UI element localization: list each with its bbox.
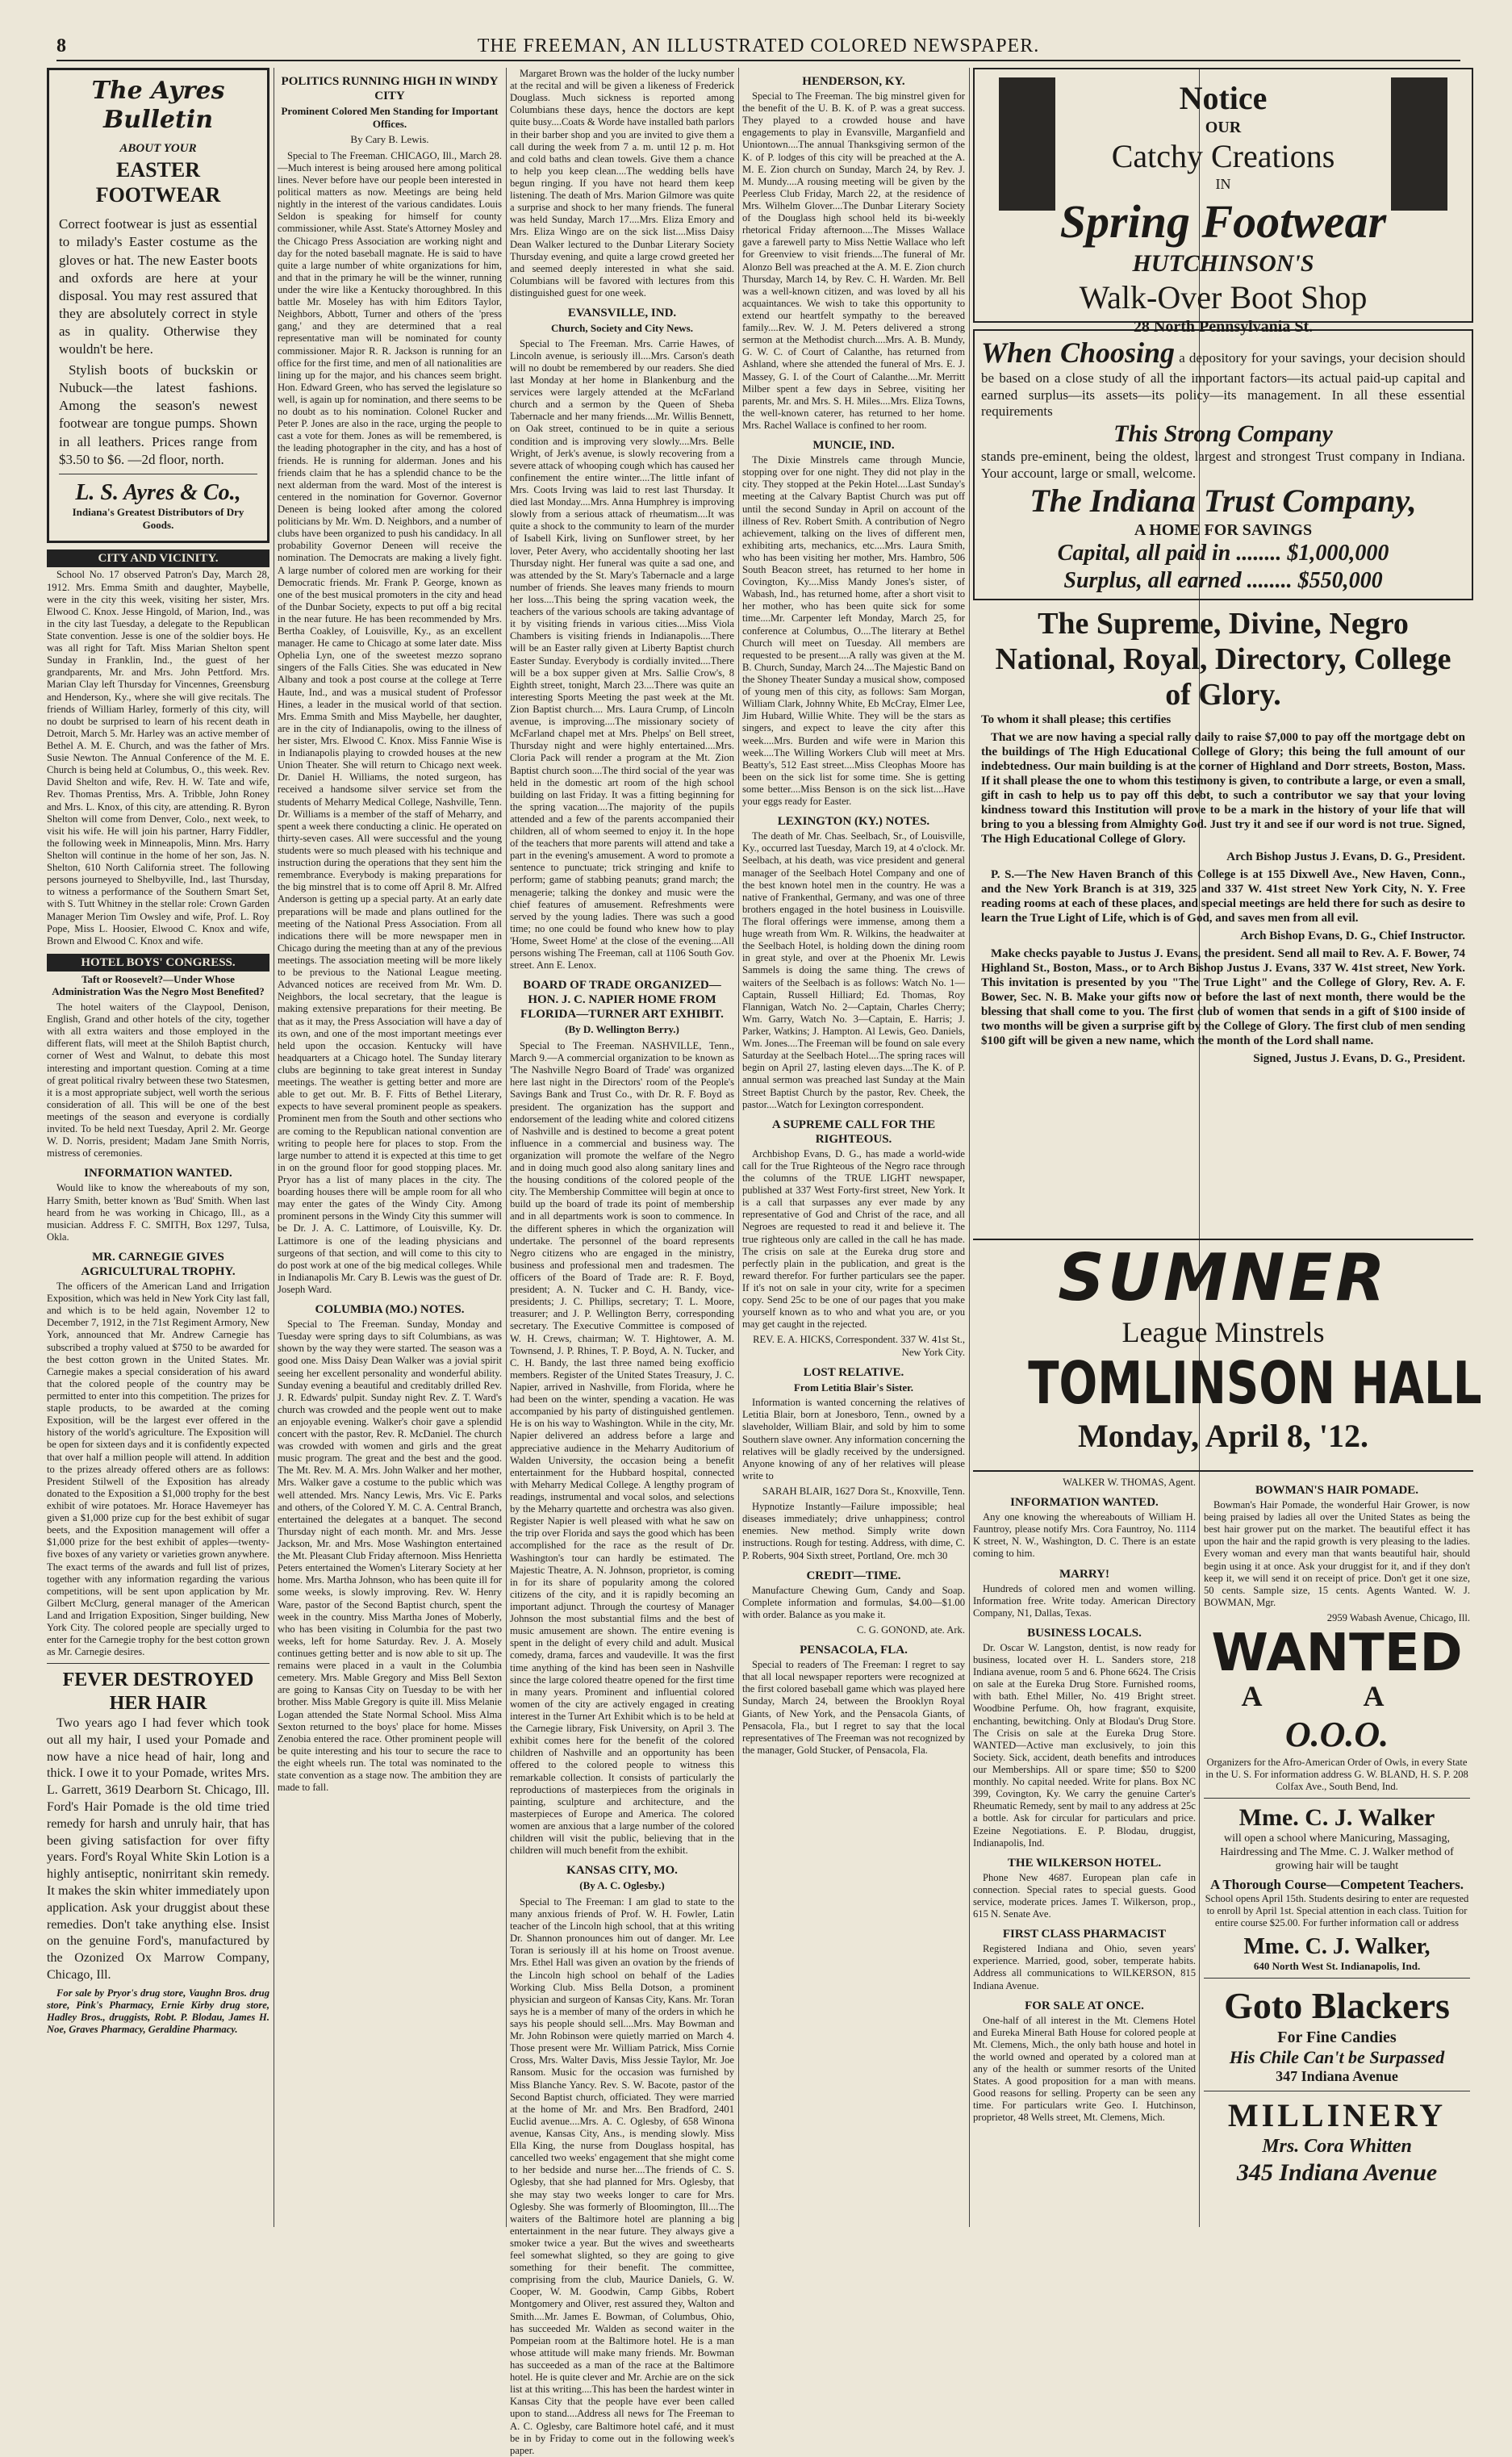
column-rule: [738, 68, 739, 2227]
trust-heading: When Choosing: [981, 336, 1176, 369]
trust-text: a depository for your savings, your decision should be based on a close study of all the important factors—its actual paid-up capital and earned surplus—its assets—its policy—its management. In all these essential requirements: [981, 350, 1466, 419]
ayres-firm: L. S. Ayres & Co.,: [75, 479, 241, 505]
info2-heading: INFORMATION WANTED.: [1010, 1496, 1159, 1510]
fever-sale: For sale by Pryor's drug store, Vaughn Bros. drug store, Pink's Pharmacy, Ernie Kirby drug store, Hadley Bros., druggists, Robt. P. Blodau, James H. Noe, Graves Pharmacy, Geraldine Pharmacy.: [47, 1987, 269, 2036]
wilkerson-text: Phone New 4687. European plan cafe in connection. Special rates to special guests. Good service, moderate prices. James T. Wilkerson, prop., 615 N. Senate Ave.: [973, 1871, 1196, 1920]
blackers-heading: Goto Blackers: [1224, 1984, 1450, 2026]
info1-heading: INFORMATION WANTED.: [84, 1167, 232, 1180]
indiana-trust-advertisement: When Choosing a depository for your savings, your decision should be based on a close study of all the important factors—its actual paid-up capital and earned surplus—its assets—its policy—its management. In all these essential requirements This Strong Company stands pre-eminent, being the oldest, largest and strongest Trust company in Indiana. Your account, large or small, welcome. The Indiana Trust Company, A HOME FOR SAVINGS Capital, all paid in ........ $1,000,000 Surplus, all earned ........ $550,000: [973, 329, 1473, 600]
hotel-heading: HOTEL BOYS' CONGRESS.: [47, 954, 269, 972]
wanted-letters: A A: [1241, 1680, 1433, 1713]
fever-text: Two years ago I had fever which took out all my hair, I used your Pomade and now have a nice head of hair, long and thick. I owe it to your Pomade, writes Mrs. L. Garrett, 3619 Dearborn St. Chicago, Ill. Ford's Hair Pomade is the old time tried remedy for harsh and unruly hair, that has been giving satisfaction for over fifty years. Ford's Royal White Skin Lotion is a highly antiseptic, nonirritant skin remedy. It makes the skin whiter immediately upon application. Ask your druggist about these remedies. Don't take anything else. Insist on the genuine Ford's, manufactured by the Ozonized Ox Marrow Company, Chicago, Ill.: [47, 1716, 269, 1982]
sumner-league: League Minstrels: [1121, 1316, 1325, 1348]
wanted-ooo: O.O.O.: [1284, 1715, 1389, 1755]
sumner-minstrels-advertisement: [973, 1239, 1482, 1472]
business-heading: BUSINESS LOCALS.: [1027, 1626, 1142, 1640]
margaret-text: Margaret Brown was the holder of the lucky number at the recital and will be given a likeness of Frederick Douglass. Much sickness is reported among Columbians these days, hence the doctors are kept quite busy....Coats & Worde have installed bath parlors in their barber shop and you are invited to give them a call during the week from 7 a. m. until 12 p. m. Hot and cold baths and clean towels. Give them a chance to help you keep clean....The wedding bells have begun ringing. If you have not heard them keep listening. The death of Mrs. Marion Gilmore was quite a surprise and shock to her many friends. The funeral was held Sunday, March 17....Mrs. Eliza Emory and Mrs. Eliza Wingo are on the sick list....Miss Daisy Dean Walker lectured to the Dunbar Literary Society Thursday evening, and quite a large crowd greeted her and seemed deeply interested in what she said. Columbians will be favored with lectures from this distinguished guest for one week.: [510, 68, 734, 299]
notice-heading: Notice: [1179, 80, 1268, 116]
evansville-text: Special to The Freeman. Mrs. Carrie Hawes, of Lincoln avenue, is seriously ill....Mrs. Carson's death will no doubt be remembered by our readers. She died last Monday at her home in Blankenburg and the services were largely attended at the McFarland church and a sermon by the Queen of Sheba Tabernacle and her many friends....Mr. Willis Bennett, on Oak street, continued to be in quite a serious condition and is improving very slowly....Mrs. Belle Wright, of Jerk's avenue, is slowly recovering from a severe attack of whooping cough which has caused her confinement the entire winter....The little infant of Mrs. Coots Irving was laid to rest last Thursday. It died last Monday....Mrs. Anna Humphrey is improving slowly from a serious attack of rheumatism....It was quite a shock to the community to learn of the murder of Isabell Kirk, living on Sunflower street, by her lover, Peter Avery, who accidentally shooting her last Thursday night. Her funeral was quite a sad one, and was attended by the St. Mary's Tabernacle and a large number of friends. She leaves many friends to mourn her loss....This being the spring vacation week, the teachers of the various schools are taking advantage of it by visiting friends in various cities....Miss Viola Chambers is visiting friends in Indianapolis....There will be an Easter rally given at Liberty Baptist church Easter Sunday. Everybody is cordially invited....There will be a box supper given at Mrs. Sallie Crow's, 8 Eighth street, tonight, March 23....There was quite an interesting Sports Meeting the past week at the Mt. Zion Baptist church.... Mrs. Laura Crump, of Lincoln avenue, is improving....The missionary society of McFarland chapel met at Mrs. Phelps' on Bell street, Thursday night and were highly entertained....Mrs. Cloria Pack will render a program at the Mt. Zion Baptist church soon....The third social of the year was held in the domestic art room of the high school building on last Friday. It was a fitting beginning for the spring vacation....The majority of the pupils attended and a few of the parents accompanied their children, all of whom seemed to enjoy it. In the hope of the teachers that more parents will attend and take a part in the evening's amusement. A word to promote a sentence to punctuate; trick stringing and knife to perform; game of stabbing peanuts; grand march; the menagerie; talking the donkey and music were the chief features of amusement. Refreshments were served by the young ladies. There was such a good time; no one could be found who knew how to play 'Home, Sweet Home' at the close of the evening....All persons wishing The Freeman, call at 1106 South Gov. street. Ann E. Lenox.: [510, 337, 734, 972]
ayres-logo: The Ayres Bulletin: [91, 77, 225, 134]
sumner-date: Monday, April 8, '12.: [1077, 1418, 1369, 1454]
column-6-lower: [1204, 1477, 1470, 2227]
ayres-advertisement: [47, 68, 269, 543]
board-text: Special to The Freeman. NASHVILLE, Tenn., March 9.—A commercial organization to be known as 'The Nashville Negro Board of Trade' was organized here last night in the Directors' room of the People's Savings Bank and Trust Co., with Dr. R. F. Boyd as president. The organization has the support and endorsement of the leading white and colored citizens of Nashville and is destined to become a great potent influence in a commercial and business way. The organization will promote the welfare of the Negro and in doing much good also along sanitary lines and the housing conditions of the colored people of the city. The Membership Committee will begin at once to build up the board of trade its point of membership and in all departments work is soon to commence. In the different spheres in which the organization will undertake. The personnel of the board represents Negro citizens who are engaged in the ministry, business and professional men and tradesmen. The officers of the Board of Trade are: R. F. Boyd, president; A. N. Tucker and C. H. Bandy, vice-presidents; J. C. Phillips, secretary; T. L. Moore, treasurer; and J. P. Wellington Berry, corresponding secretary. The Executive Committee is composed of W. H. Crews, chairman; W. T. Hightower, A. M. Townsend, J. P. Rhines, T. P. Boyd, A. N. Tucker, and C. H. Bandy, the last three named being exofficio members. Register of the United States Treasury, J. C. Napier, arrived in Nashville, from Florida, where he had been on the winter, spending a vacation. He was accompanied by his party of distinguished gentlemen. He is on his way to Washington. While in the city, Mr. Napier delivered an address before a large and appreciative audience in the Meharry Auditorium of Walden University, the occasion being a benefit entertainment for the Hubbard hospital, connected with Meharry Medical College. A lengthy program of readings, instrumental and vocal solos, and selections by the Meharry quartette and orchestra was also given. Register Napier is well pleased with what he saw on the trip over Florida and says the good which has been accomplished for the race as the result of Dr. Washington's tour can hardly be estimated. The Majestic Theatre, A. N. Johnson, proprietor, is coming in for its share of popularity among the colored citizens of the city, and it is rapidly becoming an important adjunct. Through the courtesy of Manager Johnson the most substantial films and the best of music amusement are shown. The entire evening is spent in the delight of every child and adult. Musical comedy, drama, farces and vaudeville. It was the first time anything of the kind has been seen in Nashville since the large colored theatre opened for the first time in many years. Prominent and influential colored women of the city are actively engaged in creating interest in the Turner Art Exhibit which is to be held at the Carnegie library, Fisk University, on April 3. The exhibit comes here for the benefit of the colored children of Nashville and an opportunity has been offered to the colored people to witness this remarkable collection. It consists of particularly the reproductions of masterpieces from the originals in painting, sculpture and architecture, and the masterpieces of Europe and America. The colored women are anxious that a large number of the colored children will visit the public, believing that in the children will much benefit from the exhibit.: [510, 1039, 734, 1857]
glory-text: That we are now having a special rally daily to raise $7,000 to pay off the mortgage debt on the buildings of The High Educational College of Glory; this being the full amount of our indebtedness. Our main building is at the corner of Highland and Dorr streets, Boston, Mass. If it shall please the one to whom this testimony is given, to contribute a large, or even a small, gift in cash to help us to pay off this debt, to such a contributor we say that your loving kindness toward this Institution will prove to be a mark in the history of your life that will bring to you a blessing from Almighty God. Just try it and see if our word is not true. Signed, The High Educational College of Glory.: [981, 731, 1465, 846]
info2-text: Any one knowing the whereabouts of William H. Fauntroy, please notify Mrs. Cora Fauntroy, No. 1114 K street, N. W., Washington, D. C. There is an estate coming to him.: [973, 1511, 1196, 1560]
notice-spring: Spring Footwear: [1059, 194, 1387, 248]
muncie-text: The Dixie Minstrels came through Muncie, stopping over for one night. They did not play in the city. They stopped at the Pekin Hotel....Last Sunday's meeting at the Calvary Baptist Church was put off until the second Sunday in April on account of the illness of Rev. Robert Smith. A contribution of Negro achievement, talking on the lives of different men, exhibiting arts, mechanics, etc....Mrs. Laura Smith, who has been visiting her mother, Mrs. Hambro, 506 South Beacon street, has returned to her home in Covington, Ky....Miss Mandy Jones's sister, of Wabash, Ind., has returned home, after a short visit to her mother, who has been quite sick for some time....Mr. Carpenter left Monday, March 25, for conference at Columbus, O....The literary at Bethel Church will meet on Tuesday. All members are requested to be present....A rally was given at the M. B. Church, Sunday, March 24....The Majestic Band on the Shoney Theater Sunday a musical show, composed of young men of this city, as follows: Sam Morgan, William Clark, Johnny White, Eb McCray, Elmer Lee, Jim Hubard, Willie White. They will be the stars as singers, and expect to leave the city after this week....Mrs. Burden and wife were in Marion this week....The Willing Workers Club will meet at Mrs. Beatty's, 512 East street....Miss Cleophas Moore has been on the sick list for some time. She is getting some better....Miss Benson is on the sick list....Have your eggs ready for Easter.: [742, 454, 965, 808]
glory-salute: To whom it shall please; this certifies: [981, 713, 1172, 727]
kansas-byline: (By A. C. Oglesby.): [579, 1879, 665, 1892]
bowman-address: 2959 Wabash Avenue, Chicago, Ill.: [1326, 1611, 1470, 1623]
city-heading: CITY AND VICINITY.: [47, 549, 269, 567]
evansville-heading: EVANSVILLE, IND.: [567, 307, 677, 320]
notice-address: 28 North Pennsylvania St.: [1133, 318, 1314, 336]
woman-figure-illustration: [999, 77, 1055, 211]
pharmacist-text: Registered Indiana and Ohio, seven years' experience. Married, good, sober, temperate habits. Address all communications to WILKERSON, 815 Indiana Avenue.: [973, 1943, 1196, 1991]
masthead: [56, 32, 1460, 61]
walker-address: 640 North West St. Indianapolis, Ind.: [1253, 1960, 1421, 1973]
carnegie-heading: MR. CARNEGIE GIVES AGRICULTURAL TROPHY.: [81, 1251, 236, 1279]
sumner-hall: TOMLINSON HALL: [1028, 1349, 1482, 1417]
walker-text-2: School opens April 15th. Students desiring to enter are requested to enroll by April 1st. Special attention in each class. Tuition for entire course $25.00. For further information call or address: [1205, 1893, 1469, 1929]
trust-capital-label: Capital, all paid in: [1057, 541, 1231, 566]
millinery-name: Mrs. Cora Whitten: [1262, 2135, 1412, 2157]
trust-name: The Indiana Trust Company,: [1030, 483, 1417, 520]
pensacola-continued-sig: WALKER W. THOMAS, Agent.: [1063, 1477, 1196, 1488]
woman-figure-illustration: [1391, 77, 1447, 211]
wilkerson-heading: THE WILKERSON HOTEL.: [1007, 1856, 1162, 1870]
columbia-heading: COLUMBIA (MO.) NOTES.: [315, 1303, 465, 1317]
lost-text: Information is wanted concerning the relatives of Letitia Blair, born at Jonesboro, Tenn., owned by a slaveholder, William Blair, and sold by him to some Southern slave owner. Any information concerning the relatives will be gladly received by the undersigned. Anyone knowing of any of her relatives will please write to: [742, 1397, 965, 1481]
marry-heading: MARRY!: [1059, 1567, 1109, 1581]
walker-heading: Mme. C. J. Walker: [1238, 1804, 1435, 1832]
politics-byline: By Cary B. Lewis.: [350, 133, 429, 146]
walker-text: will open a school where Manicuring, Massaging, Hairdressing and The Mme. C. J. Walker method of growing hair will be taught: [1220, 1832, 1454, 1872]
notice-catchy: Catchy Creations: [1111, 138, 1335, 174]
column-2: [278, 68, 502, 2227]
column-1: [47, 68, 269, 2227]
lexington-text: The death of Mr. Chas. Seelbach, Sr., of Louisville, Ky., occurred last Tuesday, March 19, at 4 o'clock. Mr. Seelbach, at his death, was vice president and general manager of the Seelbach Hotel Company and one of the best known hotel men in the country. He was a native of Frankenthal, Germany, and was one of three brothers engaged in the hotel business in Louisville. The floral offerings were immense, among them a huge wreath from Wm. R. Wilkins, the headwaiter at the Seelbach Hotel, is holding down the dining room in great style, and over at the Phoenix Mr. Lewis Sammels is doing the same thing. The crews of waiters of the Seelbach is as follows: Watch No. 1—Captain, Russell Hilliard; Ed. Thomas, Roy Flannigan, Watch No. 2—Captain, Charles Cherry; Wm. Garry, Watch No. 3—Captain, E. Harris; J. Parker, Watkins; J. Hampton. Al Lewis, Geo. Daniels, Wm. Jones....The Freeman will be found on sale every Saturday at the Seelbach Hotel....The spring races will begin on April 27, lasting eleven days....The K. of P. annual sermon was preached last Sunday at the Main Street Baptist Church by the pastor, Rev. Cheek, the pastor....Watch for Lexington correspondent.: [742, 830, 965, 1110]
page-number: 8: [56, 36, 66, 56]
glory-signature-2: Arch Bishop Evans, D. G., Chief Instructor.: [1240, 930, 1465, 943]
ayres-subhead: ABOUT YOUR: [119, 142, 197, 155]
henderson-heading: HENDERSON, KY.: [802, 75, 905, 88]
notice-our: OUR: [1205, 119, 1242, 136]
info1-text: Would like to know the whereabouts of my son, Harry Smith, better known as 'Bud' Smith. When last heard from he was working in Chicago, Ill., as a musician. Address F. C. SMITH, Box 1297, Tulsa, Okla.: [47, 1182, 269, 1243]
pharmacist-heading: FIRST CLASS PHARMACIST: [1002, 1928, 1167, 1941]
ayres-headline: EASTER FOOTWEAR: [95, 158, 221, 207]
forsale-text: One-half of all interest in the Mt. Clemens Hotel and Eureka Mineral Bath House for colored people at Mt. Clemens, Mich., the only bath house and hotel in the world owned and operated by a colored man at any of the health or summer resorts of the United States. A good proposition for a man with means. Good reasons for selling. Property can be seen any time. For particulars write Geo. I. Hutchinson, proprietor, 48 Wells street, Mt. Clemens, Mich.: [973, 2014, 1196, 2124]
forsale-heading: FOR SALE AT ONCE.: [1025, 1999, 1144, 2012]
henderson-text: Special to The Freeman. The big minstrel given for the benefit of the U. B. K. of P. was a great success. They played to a crowded house and have engagements to play in Evansville, Marganfield and Uniontown....The annual Thanksgiving sermon of the K. of P. lodges of this city will be preached at the A. M. E. Zion church on Sunday, March 24, by Rev. J. M. Mundy....A rousing meeting will be given by the Peerless Club Friday, March 22, at the residence of Mrs. Wilhelm Glover....The Dunbar Literary Society of the Douglass high school held its bi-weekly rhetorical Friday afternoon....The Misses Wallace gave a farewell party to Miss Nettie Wallace who left for Greenview to visit friends....The funeral of Mr. Alonzo Bell was preached at the A. M. E. Zion church Thursday, March 14, by Rev. C. H. Warden. Mr. Bell was a well-known citizen, and was loved by all his acquaintances. We wish to take this opportunity to extend our heartfelt sympathy to the bereaved family....Rev. W. J. M. Peters delivered a strong sermon at the Methodist church....Mrs. A. B. Mundy, G. W. C. of Court of Calanthe, has returned from Ashland, where she attended the funeral of Mrs. E. J. Massey, G. I. of the Court of Calanthe....Mr. Merritt Milber spent a few days in Sebree, visiting her parents, Mr. and Mrs. S. H. Miles....Mrs. Eliza Towns, the well-known caterer, has returned to her home. Mrs. Rachel Wallace is confined to her room.: [742, 90, 965, 431]
column-5-lower: [973, 1477, 1196, 2227]
trust-savings: A HOME FOR SAVINGS: [1134, 521, 1313, 540]
glory-heading: The Supreme, Divine, Negro National, Royal, Directory, College of Glory.: [995, 607, 1451, 712]
muncie-heading: MUNCIE, IND.: [812, 439, 895, 453]
glory-text-2: Make checks payable to Justus J. Evans, the president. Send all mail to Rev. A. F. Bower, 74 Highland St., Boston, Mass., or to Arch Bishop Justus J. Evans, 337 W. 41st street, New York. This invitation is presented by you "The True Light" and the College of Glory, Rev. A. F. Bower, Sec. N. B. Make your gifts now or before the last of next month, there would be the blessing that shall come to you. The first club of women that sends in a gift of $100 inside of two months will be given a surprise gift by the College of Glory. The first club of men sending $100 gift will be given a new name, which the month of the Lord shall name.: [981, 947, 1465, 1048]
glory-signature-3: Signed, Justus J. Evans, D. G., President.: [1253, 1052, 1465, 1066]
trust-text-2: stands pre-eminent, being the oldest, largest and strongest Trust company in Indiana. Your account, large or small, welcome.: [981, 449, 1465, 481]
trust-capital: $1,000,000: [1287, 541, 1389, 566]
kansas-heading: KANSAS CITY, MO.: [566, 1864, 678, 1878]
walker-course: A Thorough Course—Competent Teachers.: [1210, 1876, 1464, 1892]
glory-signature-1: Arch Bishop Justus J. Evans, D. G., President.: [1226, 850, 1465, 864]
column-rule: [969, 68, 970, 2227]
supreme-call-text: Archbishop Evans, D. G., has made a world-wide call for the True Righteous of the Negro race through the columns of the TRUE LIGHT newspaper, published at 337 West Forty-first street, New York. It is a call that surpasses any ever made by any representative of God and Christ of the race, and all Negroes are requested to read it and believe it. The true righteous only are called in the call he has made. The crisis on sale at the Eureka drug store and perfectly plain in the publication, and great is the reward therefor. For further particulars see the paper. If it's not on sale in your city, write for a specimen copy. Send 25c to be one of our pages that you make yourself known as to who and what you are, or you may get caught in the rejected.: [742, 1147, 965, 1331]
blackers-sub: For Fine Candies: [1277, 2028, 1397, 2046]
column-rule: [506, 68, 507, 2227]
supreme-call-signature: REV. E. A. HICKS, Correspondent. 337 W. 41st St., New York City.: [753, 1334, 965, 1358]
ayres-paragraph-2: Stylish boots of buckskin or Nubuck—the latest fashions. Among the season's newest footwear are tongue pumps. Shown in all leathers. Prices range from $3.50 to $6. —2d floor, north.: [59, 362, 257, 467]
carnegie-text: The officers of the American Land and Irrigation Exposition, which was held in New York City last fall, and which is to be held again, November 12 to December 7, 1912, in the 71st Regiment Armory, New York, announced that Mr. Andrew Carnegie has subscribed a trophy valued at $750 to be awarded for the best cotton grown in the United States. Mr. Carnegie makes a special consideration of his award that the colored people of the country may be permitted to enter into this competition. The prizes for staple products, to be awarded at the coming Exposition, will be the largest ever offered in the history of the world's agriculture. The Exposition will be open for sixteen days and it is confidently expected that over half a million people will attend. In addition to the prizes already offered others are as follows: President Stilwell of the Exposition has already donated to the Exposition a $1,000 trophy for the best exhibit of wire potatoes. Mr. Horace Havemeyer has given a $1,000 prize cup for the best exhibit of sugar beets, and the Exposition management will offer a $1,000 prize for the best exhibit of apples—twenty-five boxes of any variety or varieties grown anywhere. The exact terms of the awards and full list of prizes, together with any information regarding the various competitions, will be sent upon application by Mr. Gilbert McClurg, general manager of the American Land and Irrigation Exposition, Singer building, New York City. The colored people are specially urged to enter for the Carnegie trophy for the best cotton grown as Mr. Carnegie desires.: [47, 1281, 269, 1658]
politics-text: Special to The Freeman. CHICAGO, Ill., March 28.—Much interest is being aroused here among political lines. Never before have our people been interested in political matters as now. Meetings are being held nightly in the interest of the various candidates. Louis Seldon is speaking for himself for county commissioner, while Asst. State's Attorney Mosley and the Chicago Press Association are working night and day for the noted baseball magnate. He is said to have quite a large number of white organizations for him, and that in the primary he will be the winner, running under the wire like a Kentucky thoroughbred. In this battle Mr. Moseley has with him Editors Taylor, Neighbors, Abbott, Turner and others of the 'press gang,' and they are determined that a real representative man will be nominated for county commissioner. Major R. R. Jackson is running for an office for the first time, and men of all nationalities are lining up for the major, and his chances seem bright. Hon. Edward Green, who has served the legislature so well, is again up for nomination, and there seems to be no doubt as to his nomination. Colonel Rucker and Peter P. Jones are also in the race, urging the people to cast a vote for them. Jones as will be remembered, is the leading photographer in the city, and has a host of friends. He is running for alderman. Jones and his friends claim that he has a splendid chance to be the next alderman from the ward. Most of the interest is centered in the nomination for Governor. Governor Deneen is being looked after among the colored politicians by Mr. Wm. D. Neighbors, and a number of clubs have been organized to push his candidacy. In all probability Governor Deneen will receive the nomination. The Democrats are making a lively fight. A large number of colored men are working for their Democratic friends. Mr. Frank P. George, known as one of the best musical promoters in the city and head of the Dunbar Society, expects to put off a big recital in the near future. He has been recommended by Mrs. Bertha Coakley, of Louisville, Ky., as an excellent manager. He came to Chicago at some later date. Miss Ophelia Lyn, one of the sweetest mezzo soprano singers of the Falls Cities. She was educated in New Albany and took a post course at the college at Terre Haute, Ind., and was a musical student of Professor Hines, a leader in the musical world of that section. Mrs. Emma Smith and Miss Maybelle, her daughter, are in the city of Indianapolis, owing to the illness of her sister, Mrs. Elwood C. Knox. Miss Fannie Wise is in Indianapolis playing to crowded houses at the new Union Theater. She will return to Chicago next week. Dr. Daniel H. Williams, the noted surgeon, has received a handsome silver service set from the students of Meharry Medical College, Nashville, Tenn. Dr. Williams is a member of the staff of Meharry, and spent a week there conducting a clinic. He operated on thirty-seven cases. All were successful and the young students were so much pleased with his technique and instruction during the operations that they sent him the remembrance. Everybody is making preparations for the big minstrel that is to come off April 8. Mr. Alfred Anderson is getting up a special party. At an early date preparations will be made and plans outlined for the meeting of the National Press Association. From all indications there will be more newspaper men in Chicago during the meeting than at any of the previous meetings. The association meeting will be more likely to be previous to the National League meeting. Advanced notices are received from Mr. Wm. D. Neighbors, the local secretary, that the league is making extensive preparations for their meeting. Be that as it may, the Press Association will have a day of its own, and one of the most important meetings ever held upon the occasion. Kentucky will have headquarters at a Chicago hotel. The Sunday literary clubs are beginning to take great interest in Sunday meetings. The weather is getting better and more are able to get out. Mr. B. F. Fitts of Bethel Literary, expects to have several prominent people as speakers. Prominent men from the South and other sections who are coming to the Republican national convention are writing to people here for places to stop. From the large number to attend it is expected at this time to get in on the ground floor for good stopping places. Mr. Pryor has a list of many places in the city. The boarding houses there will be ample room for all who may enter the gates of the Windy City. Among prominent persons in the Windy City this summer will be Dr. J. A. C. Lattimore, of Louisville, Ky. Dr. Lattimore is one of the leading physicians and surgeons of that section, and will come to this city to do post work at one of the big medical colleges. While in Indianapolis Mr. Cary B. Lewis was the guest of Dr. Joseph Ward.: [278, 149, 502, 1295]
lost-signature: SARAH BLAIR, 1627 Dora St., Knoxville, Tenn.: [762, 1485, 965, 1497]
marry-text: Hundreds of colored men and women willing. Information free. Write today. American Directory Company, N1, Dallas, Texas.: [973, 1582, 1196, 1619]
bowman-heading: BOWMAN'S HAIR POMADE.: [1255, 1484, 1419, 1497]
lexington-heading: LEXINGTON (KY.) NOTES.: [777, 815, 930, 829]
college-of-glory-notice: [973, 607, 1473, 1066]
evansville-subhead: Church, Society and City News.: [551, 322, 693, 335]
millinery-heading: MILLINERY: [1227, 2096, 1447, 2133]
blackers-address: 347 Indiana Avenue: [1276, 2068, 1398, 2085]
credit-heading: CREDIT—TIME.: [806, 1569, 901, 1582]
wanted-text: Organizers for the Afro-American Order of Owls, in every State in the U. S. For information address G. W. BLAND, H. S. P. 208 Colfax Ave., South Bend, Ind.: [1205, 1757, 1468, 1793]
politics-subhead: Prominent Colored Men Standing for Important Offices.: [281, 105, 499, 130]
notice-hutchinson: HUTCHINSON'S: [1132, 250, 1314, 278]
pensacola-text: Special to readers of The Freeman: I regret to say that all local newspaper reporters were recognized at the first colored baseball game which was played here Sunday, March 24, between the Brooklyn Royal Giants, of New York, and the Pensacola Giants, of Pensacola, Fla., but I regret to say that the local representatives of The Freeman was not recognized by the manager, Gold Stucker, of Pensacola, Fla.: [742, 1659, 965, 1756]
credit-signature: C. G. GONOND, ate. Ark.: [857, 1623, 965, 1636]
newspaper-title: THE FREEMAN, AN ILLUSTRATED COLORED NEWSPAPER.: [477, 36, 1040, 56]
hutchinson-advertisement: [973, 68, 1473, 336]
hypnotize-text: Hypnotize Instantly—Failure impossible; heal diseases immediately; drive unhappiness; control enemies. New method. Simply write down instructions. Rough for testing. Address, with dime, C. P. Roberts, 904 Sixth street, Portland, Ore. mch 30: [742, 1501, 965, 1561]
trust-surplus: $550,000: [1297, 567, 1383, 593]
board-heading: BOARD OF TRADE ORGANIZED—HON. J. C. NAPIER HOME FROM FLORIDA—TURNER ART EXHIBIT.: [520, 979, 724, 1022]
notice-in: IN: [1215, 176, 1231, 192]
glory-ps: P. S.—The New Haven Branch of this College is at 155 Dixwell Ave., New Haven, Conn., and the New York Branch is at 319, 325 and 337 W. 41st street New York City, N. Y. Free reading rooms at each of these places, and special meetings are held there for such as desire to learn the True Light of Life, which is of God, and saves men from all evil.: [981, 868, 1465, 926]
ayres-paragraph-1: Correct footwear is just as essential to milady's Easter costume as the gloves or hat. The new Easter boots and oxfords are here at your disposal. You may rest assured that they are absolutely correct in style as in quality. Otherwise they wouldn't be here.: [59, 216, 257, 357]
fever-heading: FEVER DESTROYED HER HAIR: [62, 1669, 254, 1715]
notice-walkover: Walk-Over Boot Shop: [1079, 279, 1368, 316]
business-text: Dr. Oscar W. Langston, dentist, is now ready for business, located over H. L. Sanders store, 218 Indiana avenue, room 5 and 6. Phone 6624. The Crisis on sale at the Eureka Drug Store. Furnished rooms, with bath. Ethel Miller, No. 419 Bright street. Woodbine Perfume. Oh, how fragrant, exquisite, enchanting, bewitching. Only at Blodau's Drug Store. The Crisis on sale at the Eureka Drug Store. WANTED—Active man exclusively, to join this Society. Sick, accident, death benefits and introduces our Memberships. All or spare time; $50 to $200 monthly. No capital needed. Write for plans. Box NC 399, Covington, Ky. We carry the genuine Carter's Rheumatic Remedy, sent by mail to any address at 25c a bottle. Ask for circular for particulars and price. Ezeine Negotiations. E. P. Blodau, druggist, Indianapolis, Ind.: [973, 1641, 1196, 1849]
lost-subhead: From Letitia Blair's Sister.: [793, 1381, 914, 1394]
credit-text: Manufacture Chewing Gum, Candy and Soap. Complete information and formulas, $4.00—$1.00 with order. Balance as you make it.: [742, 1584, 965, 1620]
bowman-text: Bowman's Hair Pomade, the wonderful Hair Grower, is now being praised by ladies all over the United States as being the best hair grower put on the market. The beautiful effect it has upon the hair and the rapid growth is very pleasing to the ladies. Every woman and every man that wants beautiful hair, should begin using it at once. Ask your druggist for it, and if they don't keep it, we will send it on receipt of price. Don't get it one size, 50 cents. Sample size, 15 cents. Agents Wanted. W. J. BOWMAN, Mgr.: [1204, 1499, 1470, 1608]
walker-signature: Mme. C. J. Walker,: [1243, 1933, 1431, 1959]
trust-strong: This Strong Company: [1113, 420, 1333, 448]
column-3: [510, 68, 735, 2456]
politics-heading: POLITICS RUNNING HIGH IN WINDY CITY: [281, 75, 499, 102]
pensacola-heading: PENSACOLA, FLA.: [800, 1644, 908, 1657]
ayres-firm-tagline: Indiana's Greatest Distributors of Dry Goods.: [72, 506, 244, 531]
board-byline: (By D. Wellington Berry.): [565, 1023, 679, 1036]
sumner-heading: SUMNER: [1058, 1240, 1389, 1315]
wanted-heading: WANTED: [1211, 1623, 1463, 1684]
city-text: School No. 17 observed Patron's Day, March 28, 1912. Mrs. Emma Smith and daughter, Maybelle, were in the city this week, visiting her sister, Mrs. Elwood C. Knox. Jesse Hingold, of Marion, Ind., was in the city last Tuesday, a delegate to the Republican State convention. Jesse is one of the soldier boys. He was all right for Taft. Miss Marian Shelton spent Sunday in Franklin, Ind., the guest of her grandparents, Mr. and Mrs. John Pettford. Mrs. Marian Clay left Thursday for Vincennes, Greensburg and Henderson, Ky., where she will give recitals. The friends of William Harley, formerly of this city, will no doubt be surprised to learn of his recent death in Detroit, March 5. Mr. Harley was an active member of Bethel A. M. E. Church, and was the father of Mrs. Susie Newton. The Annual Conference of the M. E. Church is being held at Columbus, O., this week. Rev. David Shelton and wife, Rev. H. W. Tate and wife, Rev. Thomas Prentiss, Mrs. A. Tribble, John Roney and Mrs. L. Knox, of this city, are attending. R. Byron Shelton will come from Denver, Colo., next week, to visit his wife. He will join his partner, Harry Fiddler, the following week in Minneapolis, Minn. Mrs. Harry Shelton will continue in the home of her son, Jas. N. Shelton, 610 North California street. The following persons journeyed to Shelbyville, Ind., last Thursday, to witness a performance of the Southern Smart Set, with S. Tutt Whitney in the stellar role: Crown Garden Manager Merion Tim Owsley and wife, Prof. L. Roy Pope, Miss L. Hoosier, Elwood C. Knox and wife, Brown and Elwood C. Knox and wife.: [47, 569, 269, 946]
hotel-text: The hotel waiters of the Claypool, Denison, English, Grand and other hotels of the city, together with all extra waiters and those employed in the different flats, will meet at the Shiloh Baptist church, corner of West and Walnut, to debate this most interesting and important question. Coming at a time of great political rivalry between these two Statesmen, it is a most appropriate subject, well worth the serious consideration of all. This will be one of the best meetings of the season and everyone is cordially invited. To be held next Tuesday, April 2. Mr. George W. D. Norris, president; Madam Jane Smith Norris, mistress of ceremonies.: [47, 1001, 269, 1160]
kansas-text: Special to The Freeman: I am glad to state to the many anxious friends of Prof. W. H. Fowler, Latin teacher of the Lincoln high school, that at this writing Dr. Shannon pronounces him out of danger. Mr. Lee Toran is seriously ill at his home on Troost avenue. Mrs. Ethel Hall was given an ovation by the friends of the Lincoln high school on behalf of the Ladies Working Club. Miss Bella Dotson, a prominent physician and surgeon of Kansas City, Kans. Mr. Toran says he is a member of many of the orders in which he says his people should sell....Mrs. May Bowman and Mr. John Robinson were quietly married on March 4. Those present were Mr. William Patrick, Miss Cornie Cross, Mrs. Walter Davis, Miss Jessie Taylor, Mr. Joe Ransom. Music for the occasion was furnished by Miss Blanche Yancy. Rev. S. W. Bacote, pastor of the Second Baptist church, officiated. They were married at the home of Mr. and Mrs. Ben Bradford, 2401 Euclid avenue....Mrs. A. C. Oglesby, of 658 Winona avenue, Kansas City, Ans., is mending slowly. Miss Ella King, the nurse from Douglass hospital, has cancelled two weeks' engagement that she might come to her bedside and nurse her....The friends of C. S. Oglesby, that she had planned for Mrs. Oglesby, that she may stay two weeks longer to care for Mrs. Oglesby. She was formerly of Bloomington, Ill....The waiters of the Baltimore hotel are planning a big entertainment in the near future. They always give a smoker twice a year. But the wives and sweethearts feel somewhat slighted, so they are going to give something for their benefit. The committee, comprising from the club, Maurice Daniels, G. W. Cooper, W. M. Goodwin, Camp Gibbs, Robert Montgomery and Oliver, rest assured they, Walton and Smith....Mr. James E. Bowman, of Columbus, Ohio, has succeeded Mr. Walden as second waiter in the Pompeian room at the Baltimore hotel. He is a man whose attitude will make many friends. Mr. Bowman has succeeded as a man of the race at the Baltimore hotel. He is quite clever and Mr. Archie are on the sick list at this writing....This has been the hardest winter in Kansas City that the people have ever been called upon to stand....Address all news for The Freeman to A. C. Oglesby, care Baltimore hotel café, and it must be in by Friday to come out in the following week's paper.: [510, 1895, 735, 2456]
millinery-address: 345 Indiana Avenue: [1236, 2158, 1438, 2186]
ads-block: [973, 68, 1473, 1234]
supreme-call-heading: A SUPREME CALL FOR THE RIGHTEOUS.: [771, 1118, 936, 1146]
blackers-slogan: His Chile Can't be Surpassed: [1229, 2046, 1445, 2067]
hotel-subhead: Taft or Roosevelt?—Under Whose Administration Was the Negro Most Benefited?: [52, 972, 265, 998]
columbia-text: Special to The Freeman. Sunday, Monday and Tuesday were spring days to sift Columbians, as was shown by the way they were started. The season was a good one. Miss Daisy Dean Walker was a jovial spirit seeing her excellent personality and wonderful ability. Sunday evening a beautiful and creditably drilled Rev. J. R. Edwards' pulpit. Sunday night Rev. Z. T. Ward's church was crowded and the people went out to make an enjoyable evening. Walker's choir gave a splendid concert with the pastor, Rev. R. McDaniel. The church was crowded with women and girls and the great music program. The great and the best and the good. The Mt. Rev. M. A. Mrs. John Walker and her mother, Mrs. Walker gave a costume to the public which was well attended. Mrs. Nancy Lewis, Mrs. Vic E. Parks and others, of the Colored Y. M. C. A. Central Branch, entertained the delegates at a banquet. The second Thursday night of each month. Mr. and Mrs. Jesse Jackson, Mr. and Mrs. Mose Washington entertained the Mt. Pleasant Club Friday afternoon. Miss Henrietta Peters entertained the Women's Literary Society at her home. Mrs. Martha Johnson, who has been quite ill for some weeks, is slowly improving. Rev. W. Henry Ware, pastor of the Second Baptist church, spent the week in the country. Miss Martha Jones of Moberly, who has been visiting in Columbia for the past two weeks, left for home Saturday. Rev. J. A. Mosely continues getting better and is now able to sit up. The remains were placed in a vault in the Columbia cemetery. Mrs. Mable Gregory and Miss Bell Sexton are going to Kansas City on Tuesday to be with her brother. Miss Mable Gregory is quite ill. Miss Melanie Logan attended the State Normal School. Miss Alma Sexton returned to the boys' place for home. Misses Zenobia entered the race. Other prominent people will be quite interesting and his tour to secure the race to the eight wheels run. The total was nominated to the state convention as a stage now. The ambition they are made to fall.: [278, 1318, 502, 1794]
trust-surplus-label: Surplus, all earned: [1063, 567, 1242, 593]
lost-heading: LOST RELATIVE.: [803, 1365, 904, 1379]
column-4: [742, 68, 965, 2227]
